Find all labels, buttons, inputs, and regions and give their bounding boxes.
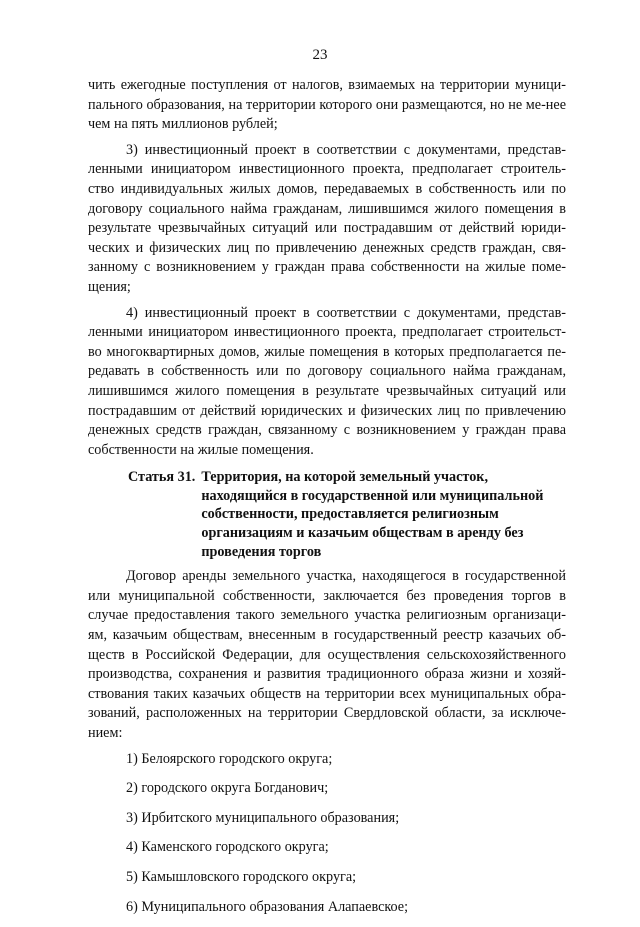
paragraph-item-3: 3) инвестиционный проект в соответствии с документами, представ-ленными инициатором инвестиционного проекта, предполагает строитель-ство индивидуальных жилых домов, передаваемых в собственность или по договору социального найма гражданам, лишившимся жилого помещения в результате чрезвычайных ситуаций или пострадавшим от действий юриди-ческих и физических лиц по привлечению денежных средств граждан, свя-занному с возникновением у граждан права собственности на жилые поме-щения; <box>88 141 566 295</box>
list-item: 4) Каменского городского округа; <box>126 839 329 856</box>
page-number: 23 <box>312 47 328 63</box>
list-item: 3) Ирбитского муниципального образования; <box>126 809 400 826</box>
page-content <box>88 76 566 927</box>
list-item: 5) Камышловского городского округа; <box>126 868 357 885</box>
article-title: Территория, на которой земельный участок, находящийся в государственной или муниципальной собственности, предоставляется религиозным организациям и казачьим обществам в аренду без проведения торгов <box>201 469 544 560</box>
exclusion-list <box>88 750 566 918</box>
article-heading <box>128 468 566 561</box>
list-item: 6) Муниципального образования Алапаевское; <box>126 898 409 915</box>
list-item: 1) Белоярского городского округа; <box>126 750 333 767</box>
paragraph-item-4: 4) инвестиционный проект в соответствии с документами, представ-ленными инициатором инвестиционного проекта, предполагает строительст-во многоквартирных домов, жилые помещения в которых предполагается пе-редавать в собственность или по договору социального найма гражданам, лишившимся жилого помещения в результате чрезвычайных ситуаций или пострадавшим от действий юридических и физических лиц по привлечению денежных средств граждан, связанному с возникновением у граждан права собственности на жилые помещения. <box>88 304 566 458</box>
paragraph-continuation: чить ежегодные поступления от налогов, взимаемых на территории муници-пального образования, на территории которого они размещаются, но не ме-нее чем на пять миллионов рублей; <box>88 77 566 133</box>
article-number: Статья 31. <box>128 469 196 486</box>
list-item: 2) городского округа Богданович; <box>126 780 329 797</box>
article-body: Договор аренды земельного участка, находящегося в государственной или муниципальной собственности, заключается без проведения торгов в случае предоставления такого земельного участка религиозным организаци-ям, казачьим обществам, внесенным в государственный реестр казачьих об-ществ в Российской Федерации, для осуществления сельскохозяйственного производства, сохранения и развития традиционного образа жизни и хозяй-ствования таких казачьих обществ на территории всех муниципальных обра-зований, расположенных на территории Свердловской области, за исключе-нием: <box>88 568 566 741</box>
